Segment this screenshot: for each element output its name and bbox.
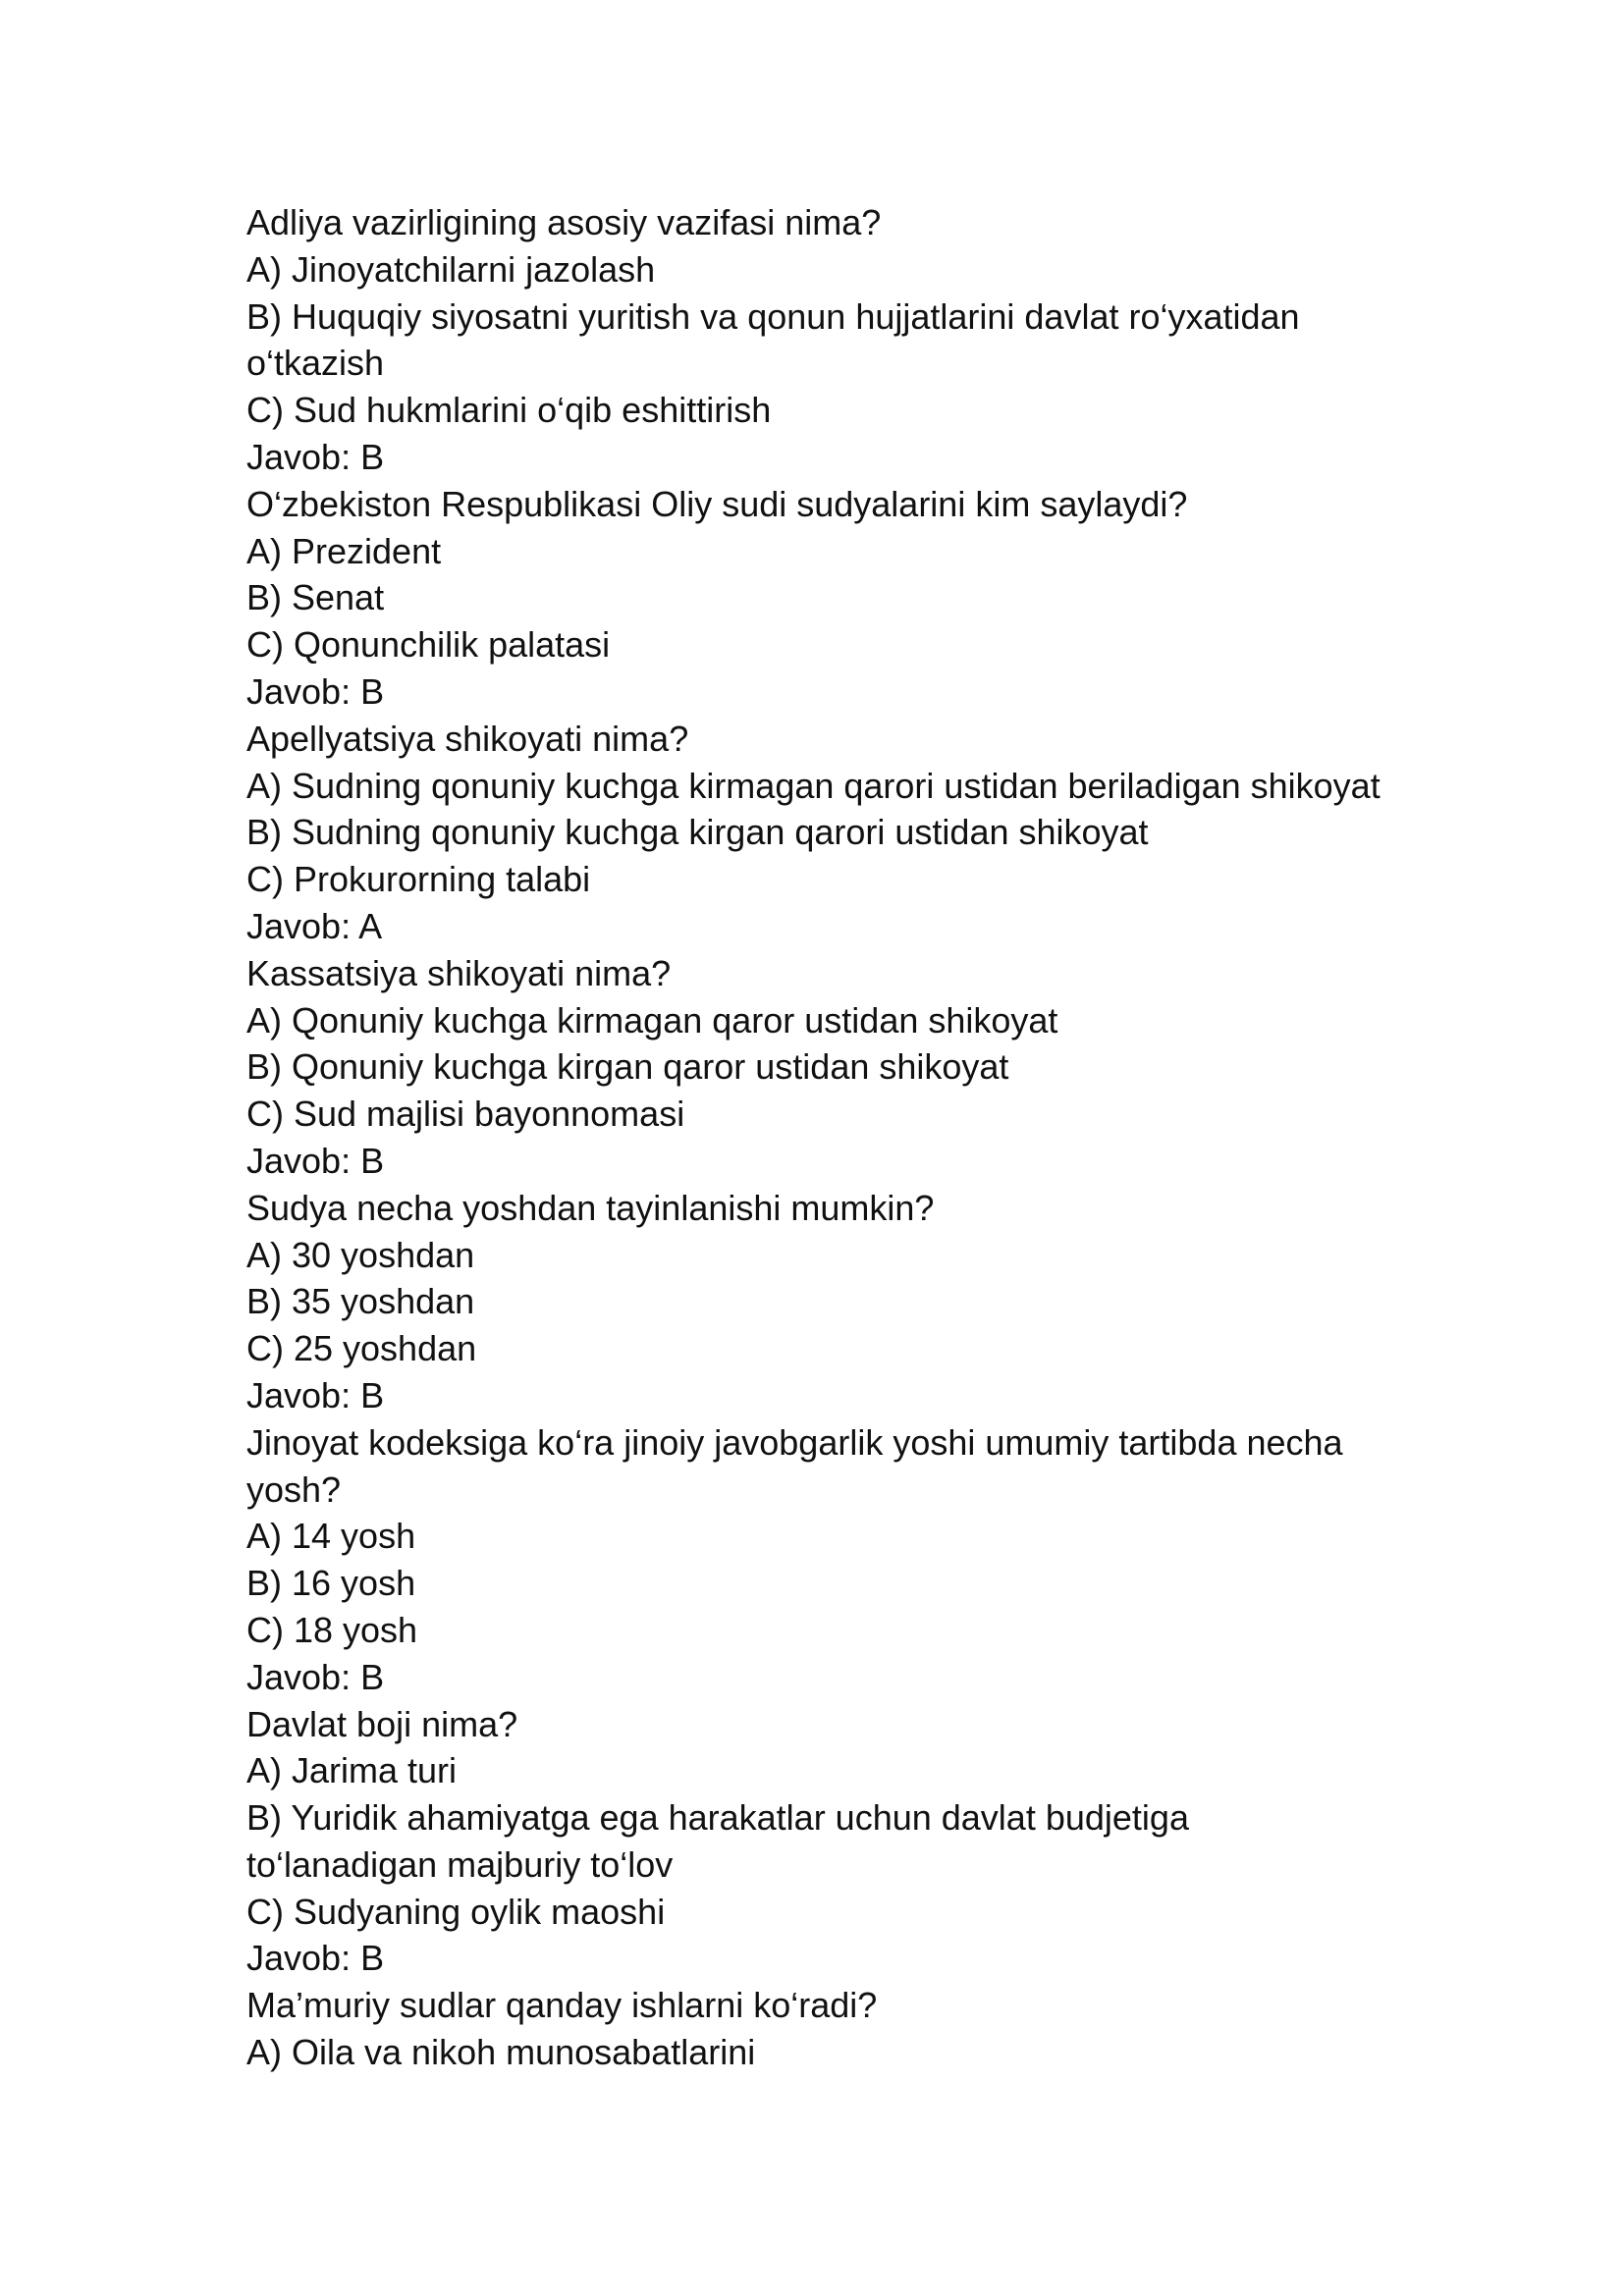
question-6-option-b: B) 16 yosh xyxy=(246,1563,416,1604)
question-2-text: O‘zbekiston Respublikasi Oliy sudi sudyalarini kim saylaydi? xyxy=(246,483,1188,524)
question-7-option-b-continued: to‘lanadigan majburiy to‘lov xyxy=(246,1843,674,1885)
question-4-option-c: C) Sud majlisi bayonnomasi xyxy=(246,1094,685,1135)
question-1-option-b-continued: o‘tkazish xyxy=(246,343,385,384)
question-4-option-b: B) Qonuniy kuchga kirgan qaror ustidan shikoyat xyxy=(246,1046,1009,1088)
question-6-option-a: A) 14 yosh xyxy=(246,1516,416,1557)
question-3-option-a: A) Sudning qonuniy kuchga kirmagan qarori ustidan beriladigan shikoyat xyxy=(246,765,1380,806)
question-6-text: Jinoyat kodeksiga ko‘ra jinoiy javobgarlik yoshi umumiy tartibda necha xyxy=(246,1421,1343,1463)
question-2-answer: Javob: B xyxy=(246,670,385,712)
question-4-option-a: A) Qonuniy kuchga kirmagan qaror ustidan shikoyat xyxy=(246,999,1058,1041)
question-7-option-b: B) Yuridik ahamiyatga ega harakatlar uchun davlat budjetiga xyxy=(246,1797,1189,1839)
question-6-text-continued: yosh? xyxy=(246,1468,342,1510)
question-1-option-c: C) Sud hukmlarini o‘qib eshittirish xyxy=(246,390,772,431)
question-3-option-b: B) Sudning qonuniy kuchga kirgan qarori ustidan shikoyat xyxy=(246,812,1149,853)
question-4-answer: Javob: B xyxy=(246,1140,385,1181)
question-5-option-a: A) 30 yoshdan xyxy=(246,1234,475,1275)
question-7-text: Davlat boji nima? xyxy=(246,1703,518,1744)
question-6-answer: Javob: B xyxy=(246,1656,385,1697)
question-1-answer: Javob: B xyxy=(246,436,385,477)
question-1-text: Adliya vazirligining asosiy vazifasi nima? xyxy=(246,202,882,242)
question-3-option-c: C) Prokurorning talabi xyxy=(246,859,591,900)
question-5-option-b: B) 35 yoshdan xyxy=(246,1281,475,1322)
question-3-text: Apellyatsiya shikoyati nima? xyxy=(246,718,689,759)
question-6-option-c: C) 18 yosh xyxy=(246,1609,418,1650)
question-1-option-a: A) Jinoyatchilarni jazolash xyxy=(246,248,656,290)
question-2-option-b: B) Senat xyxy=(246,577,385,618)
question-7-option-a: A) Jarima turi xyxy=(246,1750,458,1791)
question-1-option-b: B) Huquqiy siyosatni yuritish va qonun hujjatlarini davlat ro‘yxatidan xyxy=(246,295,1300,337)
question-4-text: Kassatsiya shikoyati nima? xyxy=(246,952,672,993)
question-3-answer: Javob: A xyxy=(246,905,383,946)
question-5-option-c: C) 25 yoshdan xyxy=(246,1328,477,1369)
question-8-option-a: A) Oila va nikoh munosabatlarini xyxy=(246,2032,756,2073)
question-7-answer: Javob: B xyxy=(246,1938,385,1979)
question-5-text: Sudya necha yoshdan tayinlanishi mumkin? xyxy=(246,1187,935,1228)
document-page xyxy=(246,199,1405,2076)
question-2-option-a: A) Prezident xyxy=(246,530,442,571)
question-5-answer: Javob: B xyxy=(246,1374,385,1415)
question-8-text: Ma’muriy sudlar qanday ishlarni ko‘radi? xyxy=(246,1985,878,2026)
question-7-option-c: C) Sudyaning oylik maoshi xyxy=(246,1891,666,1932)
question-2-option-c: C) Qonunchilik palatasi xyxy=(246,624,611,666)
